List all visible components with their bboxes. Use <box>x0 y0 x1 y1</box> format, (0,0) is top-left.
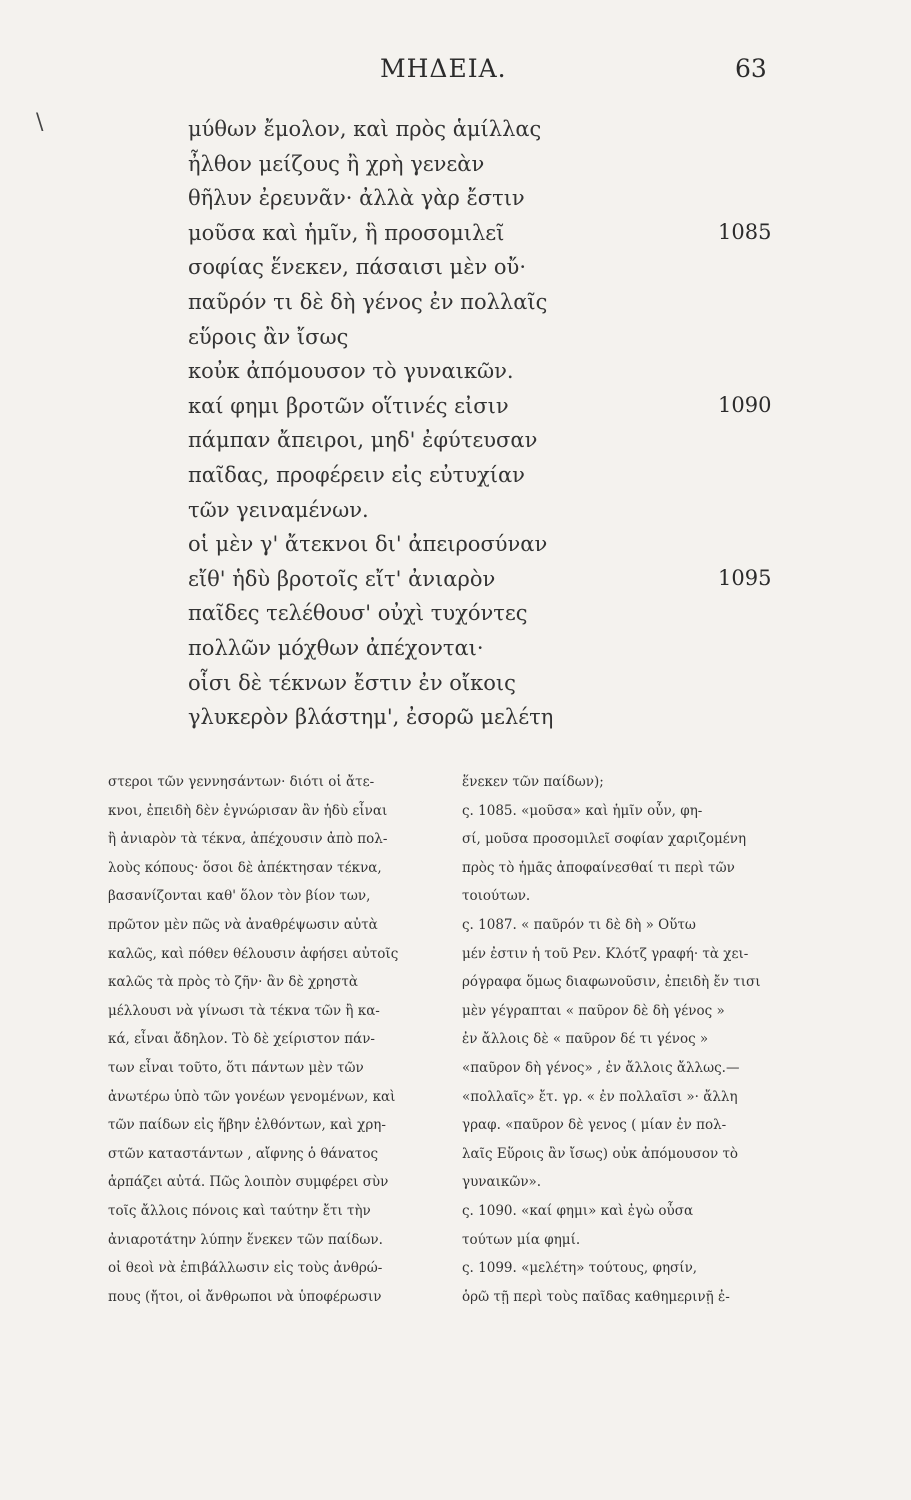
verse-line: πάμπαν ἄπειροι, μηδ' ἐφύτευσαν <box>188 428 538 453</box>
commentary-line: γραφ. «παῦρον δὲ γενος ( μίαν ἐν πολ- <box>462 1117 727 1134</box>
commentary-line: των εἶναι τοῦτο, ὅτι πάντων μὲν τῶν <box>108 1059 364 1076</box>
verse-line: παῖδες τελέθουσ' οὐχὶ τυχόντες <box>188 601 528 626</box>
commentary-line: πρὸς τὸ ἡμᾶς ἀποφαίνεσθαί τι περὶ τῶν <box>462 859 735 876</box>
commentary-line: ἁρπάζει αὐτά. Πῶς λοιπὸν συμφέρει σὺν <box>108 1174 389 1191</box>
commentary-line: στεροι τῶν γεννησάντων· διότι οἱ ἄτε- <box>108 774 375 790</box>
verse-line: καί φημι βροτῶν οἵτινές εἰσιν <box>188 393 509 418</box>
verse-line: θῆλυν ἐρευνᾶν· ἀλλὰ γὰρ ἔστιν <box>188 186 525 211</box>
commentary-line: τοῖς ἄλλοις πόνοις καὶ ταύτην ἔτι τὴν <box>108 1202 371 1219</box>
commentary-line: τούτων μία φημί. <box>462 1231 581 1248</box>
commentary-line: κνοι, ἐπειδὴ δὲν ἐγνώρισαν ἂν ἡδὺ εἶναι <box>108 802 388 819</box>
commentary-line: ς. 1090. «καί φημι» καὶ ἐγὼ οὖσα <box>462 1202 694 1219</box>
line-number: 1095 <box>718 565 772 590</box>
verse-line: ἦλθον μείζους ἢ χρὴ γενεὰν <box>188 151 485 176</box>
commentary-line: ρόγραφα ὅμως διαφωνοῦσιν, ἐπειδὴ ἔν τισι <box>462 974 761 991</box>
commentary-line: μέλλουσι νὰ γίνωσι τὰ τέκνα τῶν ἢ κα- <box>108 1002 380 1019</box>
running-header <box>0 54 911 94</box>
commentary-line: «πολλαῖς» ἔτ. γρ. « ἐν πολλαῖσι »· ἄλλη <box>462 1088 738 1105</box>
verse-line: μοῦσα καὶ ἡμῖν, ἣ προσομιλεῖ <box>188 220 505 245</box>
verse-line: τῶν γειναμένων. <box>188 497 369 522</box>
commentary-line: στῶν καταστάντων , αἴφνης ὁ θάνατος <box>108 1145 379 1162</box>
commentary-line: πους (ἤτοι, οἱ ἄνθρωποι νὰ ὑποφέρωσιν <box>108 1288 382 1305</box>
verse-block <box>188 112 748 735</box>
commentary-line: μέν ἐστιν ἡ τοῦ Ρεν. Κλότζ γραφή· τὰ χει- <box>462 945 749 962</box>
verse-line: μύθων ἔμολον, καὶ πρὸς ἁμίλλας <box>188 117 542 141</box>
verse-line: κοὐκ ἀπόμουσον τὸ γυναικῶν. <box>188 359 514 384</box>
commentary-line: οἱ θεοὶ νὰ ἐπιβάλλωσιν εἰς τοὺς ἀνθρώ- <box>108 1260 383 1277</box>
verse-line: παῦρόν τι δὲ δὴ γένος ἐν πολλαῖς <box>188 289 548 314</box>
commentary-line: ς. 1085. «μοῦσα» καὶ ἡμῖν οὖν, φη- <box>462 802 703 819</box>
verse-line: παῖδας, προφέρειν εἰς εὐτυχίαν <box>188 462 525 487</box>
commentary-line: καλῶς τὰ πρὸς τὸ ζῆν· ἂν δὲ χρηστὰ <box>108 974 359 991</box>
commentary-line: βασανίζονται καθ' ὅλον τὸν βίον των, <box>108 888 371 905</box>
commentary-line: «παῦρον δὴ γένος» , ἐν ἄλλοις ἄλλως.— <box>462 1059 740 1076</box>
verse-line: εἴθ' ἡδὺ βροτοῖς εἴτ' ἀνιαρὸν <box>188 566 496 591</box>
commentary-left-column <box>108 768 448 1311</box>
commentary-line: ς. 1087. « παῦρόν τι δὲ δὴ » Οὕτω <box>462 916 696 933</box>
line-number: 1090 <box>718 392 772 417</box>
verse-line: πολλῶν μόχθων ἀπέχονται· <box>188 635 484 660</box>
commentary-line: ς. 1099. «μελέτη» τούτους, φησίν, <box>462 1260 698 1277</box>
commentary-line: ἕνεκεν τῶν παίδων); <box>462 774 604 790</box>
verse-line: εὕροις ἂν ἴσως <box>188 324 349 349</box>
commentary-line: πρῶτον μὲν πῶς νὰ ἀναθρέψωσιν αὐτὰ <box>108 916 378 933</box>
commentary-right-column <box>462 768 792 1311</box>
commentary-line: τοιούτων. <box>462 888 531 905</box>
verse-line: οἷσι δὲ τέκνων ἔστιν ἐν οἴκοις <box>188 670 516 695</box>
commentary-line: κά, εἶναι ἄδηλον. Τὸ δὲ χείριστον πάν- <box>108 1031 375 1048</box>
running-title: ΜΗΔΕΙΑ. <box>380 54 507 83</box>
verse-line: σοφίας ἕνεκεν, πάσαισι μὲν οὔ· <box>188 255 526 280</box>
commentary-line: λαῖς Εὕροις ἂν ἴσως) οὐκ ἀπόμουσον τὸ <box>462 1145 739 1162</box>
commentary-line: λοὺς κόπους· ὅσοι δὲ ἀπέκτησαν τέκνα, <box>108 859 382 876</box>
commentary-line: ἢ ἀνιαρὸν τὰ τέκνα, ἀπέχουσιν ἀπὸ πολ- <box>108 831 388 848</box>
commentary-line: σί, μοῦσα προσομιλεῖ σοφίαν χαριζομένη <box>462 831 747 848</box>
commentary-line: ὁρῶ τῇ περὶ τοὺς παῖδας καθημερινῇ ἐ- <box>462 1288 730 1305</box>
commentary-line: ἐν ἄλλοις δὲ « παῦρον δέ τι γένος » <box>462 1031 709 1048</box>
commentary-line: τῶν παίδων εἰς ἥβην ἐλθόντων, καὶ χρη- <box>108 1117 386 1134</box>
commentary-line: μὲν γέγραπται « παῦρον δὲ δὴ γένος » <box>462 1002 725 1019</box>
page-number: 63 <box>735 54 767 83</box>
line-number: 1085 <box>718 219 772 244</box>
verse-line: γλυκερὸν βλάστημ', ἐσορῶ μελέτη <box>188 705 554 730</box>
commentary-line: γυναικῶν». <box>462 1174 542 1191</box>
commentary-line: ἀνιαροτάτην λύπην ἕνεκεν τῶν παίδων. <box>108 1231 383 1248</box>
commentary-line: ἀνωτέρω ὑπὸ τῶν γονέων γενομένων, καὶ <box>108 1088 396 1105</box>
margin-mark: \ <box>36 110 44 135</box>
verse-line: οἱ μὲν γ' ἄτεκνοι δι' ἀπειροσύναν <box>188 532 548 557</box>
commentary-line: καλῶς, καὶ πόθεν θέλουσιν ἀφήσει αὐτοῖς <box>108 945 399 962</box>
